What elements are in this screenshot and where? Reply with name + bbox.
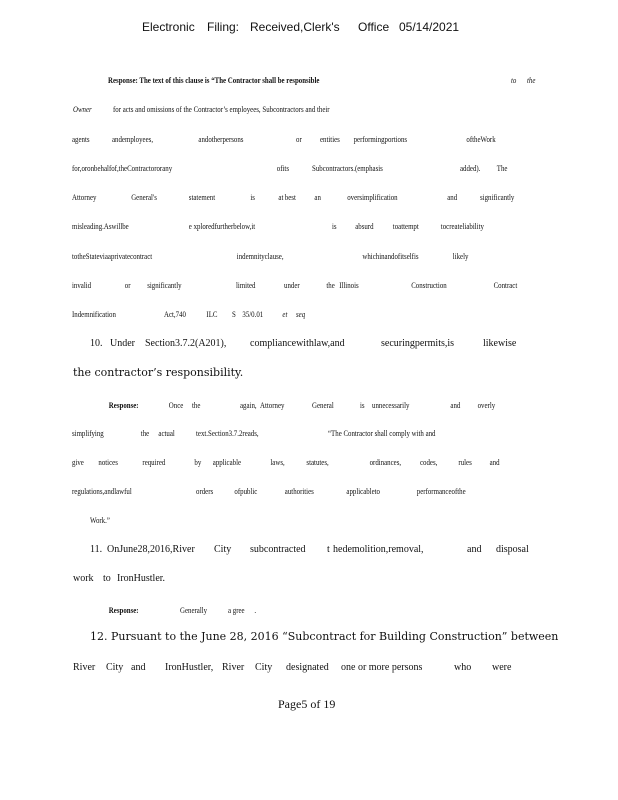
word: City — [214, 544, 232, 555]
word: the — [192, 400, 201, 410]
response-text: Response: The text of this clause is “The Contractor shall be responsible — [108, 75, 320, 85]
word: is — [360, 400, 365, 410]
word: totheStateviaaprivatecontract — [72, 251, 153, 261]
word: et — [282, 309, 288, 319]
word: statutes, — [306, 457, 329, 467]
word: under — [284, 280, 300, 290]
word: Attorney — [260, 400, 285, 410]
word: designated — [286, 662, 329, 673]
word: authorities — [284, 486, 314, 496]
word: performingportions — [353, 134, 408, 144]
word: statement — [188, 192, 216, 202]
word: . — [254, 605, 257, 615]
word: City — [106, 662, 124, 673]
word: by — [194, 457, 202, 467]
word: t — [327, 544, 330, 555]
response-text: for acts and omissions of the Contractor’s employees, Subcontractors and their — [113, 104, 330, 114]
word: to — [103, 573, 111, 584]
word: Under — [110, 338, 135, 349]
word: Section3.7.2(A201), — [145, 338, 227, 349]
word: at — [278, 192, 284, 202]
header-word: 05/14/2021 — [399, 20, 460, 34]
word: tocreateliability — [440, 221, 484, 231]
response-1-line-2 — [113, 104, 330, 114]
word: performanceofthe — [416, 486, 466, 496]
word: River — [222, 662, 245, 673]
word: the — [326, 280, 335, 290]
word: give — [72, 457, 84, 467]
response-1-line-1-end — [511, 75, 516, 85]
word: were — [492, 662, 512, 673]
word: 11. — [90, 544, 103, 555]
word: laws, — [270, 457, 285, 467]
word: “The Contractor shall comply with and — [328, 428, 436, 438]
word: notices — [98, 457, 118, 467]
word: Response: — [108, 400, 139, 410]
item-12-line-1: 12. Pursuant to the June 28, 2016 “Subcontract for Building Construction” between — [90, 630, 559, 643]
word: or — [124, 280, 131, 290]
word: 35/0.01 — [242, 309, 264, 319]
word: The — [496, 163, 508, 173]
word: and — [447, 192, 458, 202]
response-text: the — [527, 75, 536, 85]
word: rules — [458, 457, 472, 467]
word: required — [142, 457, 166, 467]
word: one or more persons — [341, 662, 423, 673]
word: andotherpersons — [198, 134, 244, 144]
word: regulations,andlawful — [72, 486, 132, 496]
item-10-line-2: the contractor’s responsibility. — [73, 366, 244, 379]
word: is — [332, 221, 337, 231]
word: seq — [296, 309, 306, 319]
word: 10. — [90, 338, 103, 349]
word: compliancewithlaw,and — [250, 338, 345, 349]
word: Illinois — [339, 280, 359, 290]
word: applicableto — [346, 486, 380, 496]
word: toattempt — [392, 221, 419, 231]
word: City — [255, 662, 273, 673]
word: Response: — [108, 605, 139, 615]
word: who — [454, 662, 472, 673]
word: overly — [477, 400, 496, 410]
word: ILC — [206, 309, 218, 319]
response-1-line-1 — [108, 75, 319, 85]
word: absurd — [355, 221, 374, 231]
word: simplifying — [72, 428, 104, 438]
word: andemployees, — [112, 134, 154, 144]
word: Contract — [493, 280, 518, 290]
word: and — [467, 544, 482, 555]
word: subcontracted — [250, 544, 306, 555]
word: work — [73, 573, 94, 584]
word: indemnityclause, — [236, 251, 284, 261]
word: ofits — [276, 163, 290, 173]
word: is — [250, 192, 255, 202]
header-word: Received,Clerk's — [250, 20, 340, 34]
word: best — [284, 192, 296, 202]
word: likely — [452, 251, 469, 261]
word: ordinances, — [369, 457, 402, 467]
word: again, — [240, 400, 257, 410]
word: Act,740 — [164, 309, 186, 319]
word: S — [232, 309, 236, 319]
word: an — [314, 192, 321, 202]
header-word: Electronic — [142, 20, 195, 34]
word: actual — [158, 428, 175, 438]
word: limited — [236, 280, 256, 290]
word: misleading.Aswillbe — [72, 221, 129, 231]
word: text.Section3.7.2reads, — [196, 428, 259, 438]
word: added). — [460, 163, 481, 173]
word: Indemnification — [72, 309, 116, 319]
word: Subcontractors.(emphasis — [312, 163, 383, 173]
word: and — [489, 457, 500, 467]
word: a gree — [228, 605, 245, 615]
word: orders — [196, 486, 214, 496]
word: e xploredfurtherbelow,it — [188, 221, 256, 231]
word: significantly — [480, 192, 515, 202]
word: Construction — [411, 280, 447, 290]
word: oversimplification — [347, 192, 398, 202]
word: significantly — [147, 280, 182, 290]
word: IronHustler, — [165, 662, 214, 673]
word: hedemolition,removal, — [333, 544, 424, 555]
word: oftheWork — [466, 134, 496, 144]
filing-stamp-header — [0, 20, 618, 36]
response-text: Owner — [73, 104, 92, 114]
header-word: Office — [358, 20, 390, 34]
word: likewise — [483, 338, 517, 349]
word: invalid — [72, 280, 92, 290]
word: OnJune28,2016,River — [107, 544, 195, 555]
word: Generally — [180, 605, 208, 615]
word: General — [312, 400, 334, 410]
response-1-line-1-end — [527, 75, 535, 85]
word: whichinandofitselfis — [362, 251, 419, 261]
word: ofpublic — [234, 486, 258, 496]
page-number: Page5 of 19 — [278, 697, 336, 711]
word: agents — [72, 134, 90, 144]
word: and — [450, 400, 461, 410]
header-word: Filing: — [207, 20, 240, 34]
word: and — [131, 662, 146, 673]
word: securingpermits,is — [381, 338, 455, 349]
word: unnecessarily — [372, 400, 410, 410]
word: General's — [131, 192, 157, 202]
response-1-line-2 — [73, 104, 92, 114]
word: entities — [320, 134, 340, 144]
word: the — [140, 428, 150, 438]
word: or — [296, 134, 302, 144]
word: Attorney — [72, 192, 97, 202]
word: disposal — [496, 544, 529, 555]
word: for,oronbehalfof,theContractororany — [72, 163, 173, 173]
response-text: to — [511, 75, 517, 85]
response-2-line-5: Work.” — [90, 515, 110, 525]
word: codes, — [420, 457, 438, 467]
word: applicable — [212, 457, 242, 467]
word: IronHustler. — [117, 573, 166, 584]
word: Once — [168, 400, 184, 410]
word: River — [73, 662, 96, 673]
